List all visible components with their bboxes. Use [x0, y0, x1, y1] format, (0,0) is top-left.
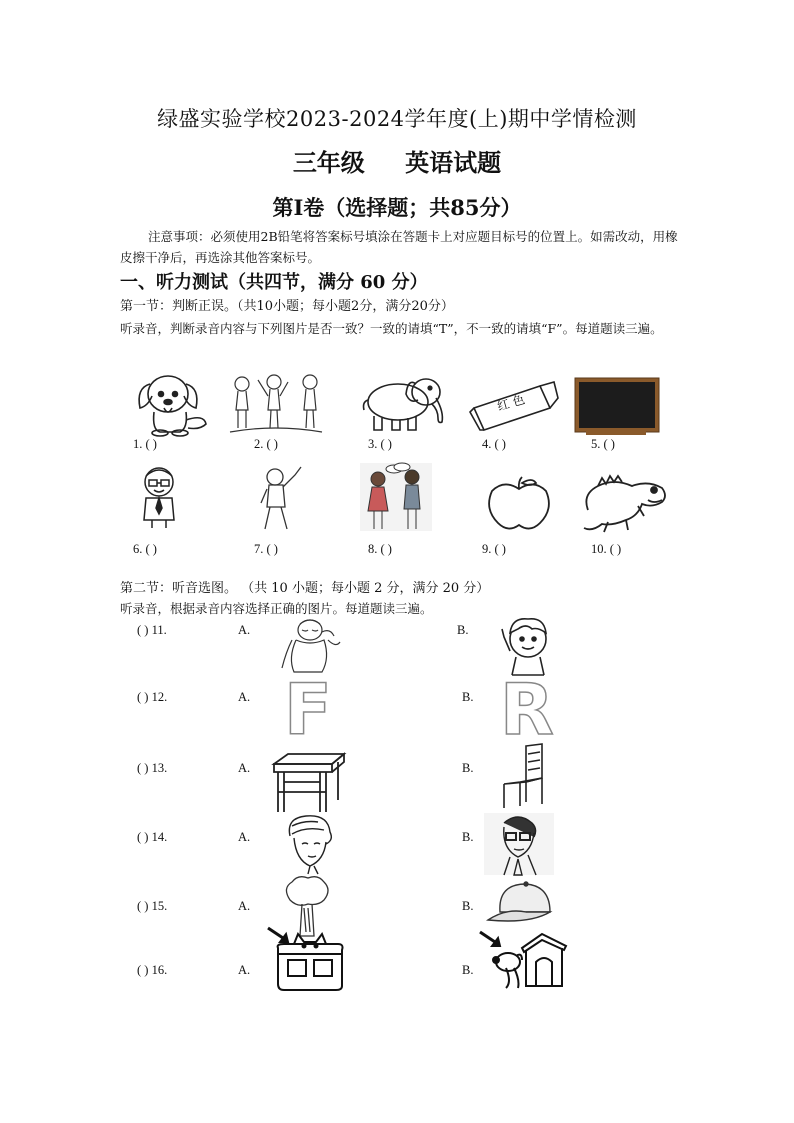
grade-subject: [0, 143, 794, 178]
dog-in-kennel-picture: [478, 928, 568, 992]
section1-title: 一、听力测试（共四节，满分 60 分）: [120, 272, 428, 293]
greeting-people-picture: [360, 463, 432, 531]
part1-item-5[interactable]: 5. ( ): [591, 437, 615, 451]
part1-item-10[interactable]: 10. ( ): [591, 542, 622, 556]
teacher-man-picture: [138, 466, 180, 530]
cat-in-bag-picture: [264, 924, 352, 992]
elephant-picture: [358, 372, 450, 434]
option-b-label[interactable]: B.: [462, 690, 474, 704]
desk-picture: [272, 752, 346, 816]
part1-item-7[interactable]: 7. ( ): [254, 542, 278, 556]
volume-title: 第Ⅰ卷（选择题；共85分）: [272, 195, 522, 220]
letter-f-picture: F: [284, 669, 332, 751]
blackboard-picture: [574, 377, 660, 437]
part1-item-6[interactable]: 6. ( ): [133, 542, 157, 556]
option-a-label[interactable]: A.: [238, 761, 251, 775]
man-with-glasses-picture: [484, 813, 554, 875]
man-waving-picture: [255, 463, 311, 533]
part2-title: 第二节：听音选图。 （共 10 小题；每小题 2 分，满分 20 分）: [120, 581, 490, 596]
part2-item-14[interactable]: ( ) 14.: [137, 830, 168, 844]
apple-picture: [484, 475, 554, 531]
part2-instructions: 听录音，根据录音内容选择正确的图片。每道题读三遍。: [120, 601, 433, 616]
part2-item-16[interactable]: ( ) 16.: [137, 963, 168, 977]
exam-title: 绿盛实验学校2023-2024学年度(上)期中学情检测: [157, 107, 637, 131]
part2-item-15[interactable]: ( ) 15.: [137, 899, 168, 913]
option-b-label[interactable]: B.: [462, 963, 474, 977]
part1-title: 第一节：判断正误。（共10小题；每小题2分，满分20分）: [120, 299, 454, 314]
option-a-label[interactable]: A.: [238, 623, 251, 637]
woman-face-picture: [280, 812, 340, 876]
dog-picture: [130, 370, 210, 436]
option-a-label[interactable]: A.: [238, 963, 251, 977]
chair-picture: [498, 742, 546, 810]
lizard-picture: [578, 470, 670, 536]
part1-instructions: 听录音，判断录音内容与下列图片是否一致？一致的请填“T”，不一致的请填“F”。每道题读三遍。: [120, 321, 663, 336]
part1-item-2[interactable]: 2. ( ): [254, 437, 278, 451]
option-a-label[interactable]: A.: [238, 830, 251, 844]
option-b-label[interactable]: B.: [462, 899, 474, 913]
option-b-label[interactable]: B.: [462, 830, 474, 844]
children-picture: [228, 372, 323, 436]
option-a-label[interactable]: A.: [238, 690, 251, 704]
part1-item-3[interactable]: 3. ( ): [368, 437, 392, 451]
part1-item-4[interactable]: 4. ( ): [482, 437, 506, 451]
part2-item-11[interactable]: ( ) 11.: [137, 623, 167, 637]
part1-item-1[interactable]: 1. ( ): [133, 437, 157, 451]
option-b-label[interactable]: B.: [462, 761, 474, 775]
letter-r-picture: R: [500, 669, 554, 751]
notice-text: 注意事项：必须使用2B铅笔将答案标号填涂在答题卡上对应题目标号的位置上。如需改动，用橡皮擦干净后，再选涂其他答案标号。: [120, 229, 678, 265]
tube-label: 红 色: [495, 392, 527, 414]
part1-item-8[interactable]: 8. ( ): [368, 542, 392, 556]
part2-item-12[interactable]: ( ) 12.: [137, 690, 168, 704]
part1-item-9[interactable]: 9. ( ): [482, 542, 506, 556]
grade-label: 三年级: [292, 148, 365, 177]
cap-picture: [486, 880, 558, 930]
option-a-label[interactable]: A.: [238, 899, 251, 913]
option-b-label[interactable]: B.: [457, 623, 469, 637]
subject-label: 英语试题: [405, 148, 502, 177]
part2-item-13[interactable]: ( ) 13.: [137, 761, 168, 775]
sleeping-child-picture: [278, 618, 342, 674]
